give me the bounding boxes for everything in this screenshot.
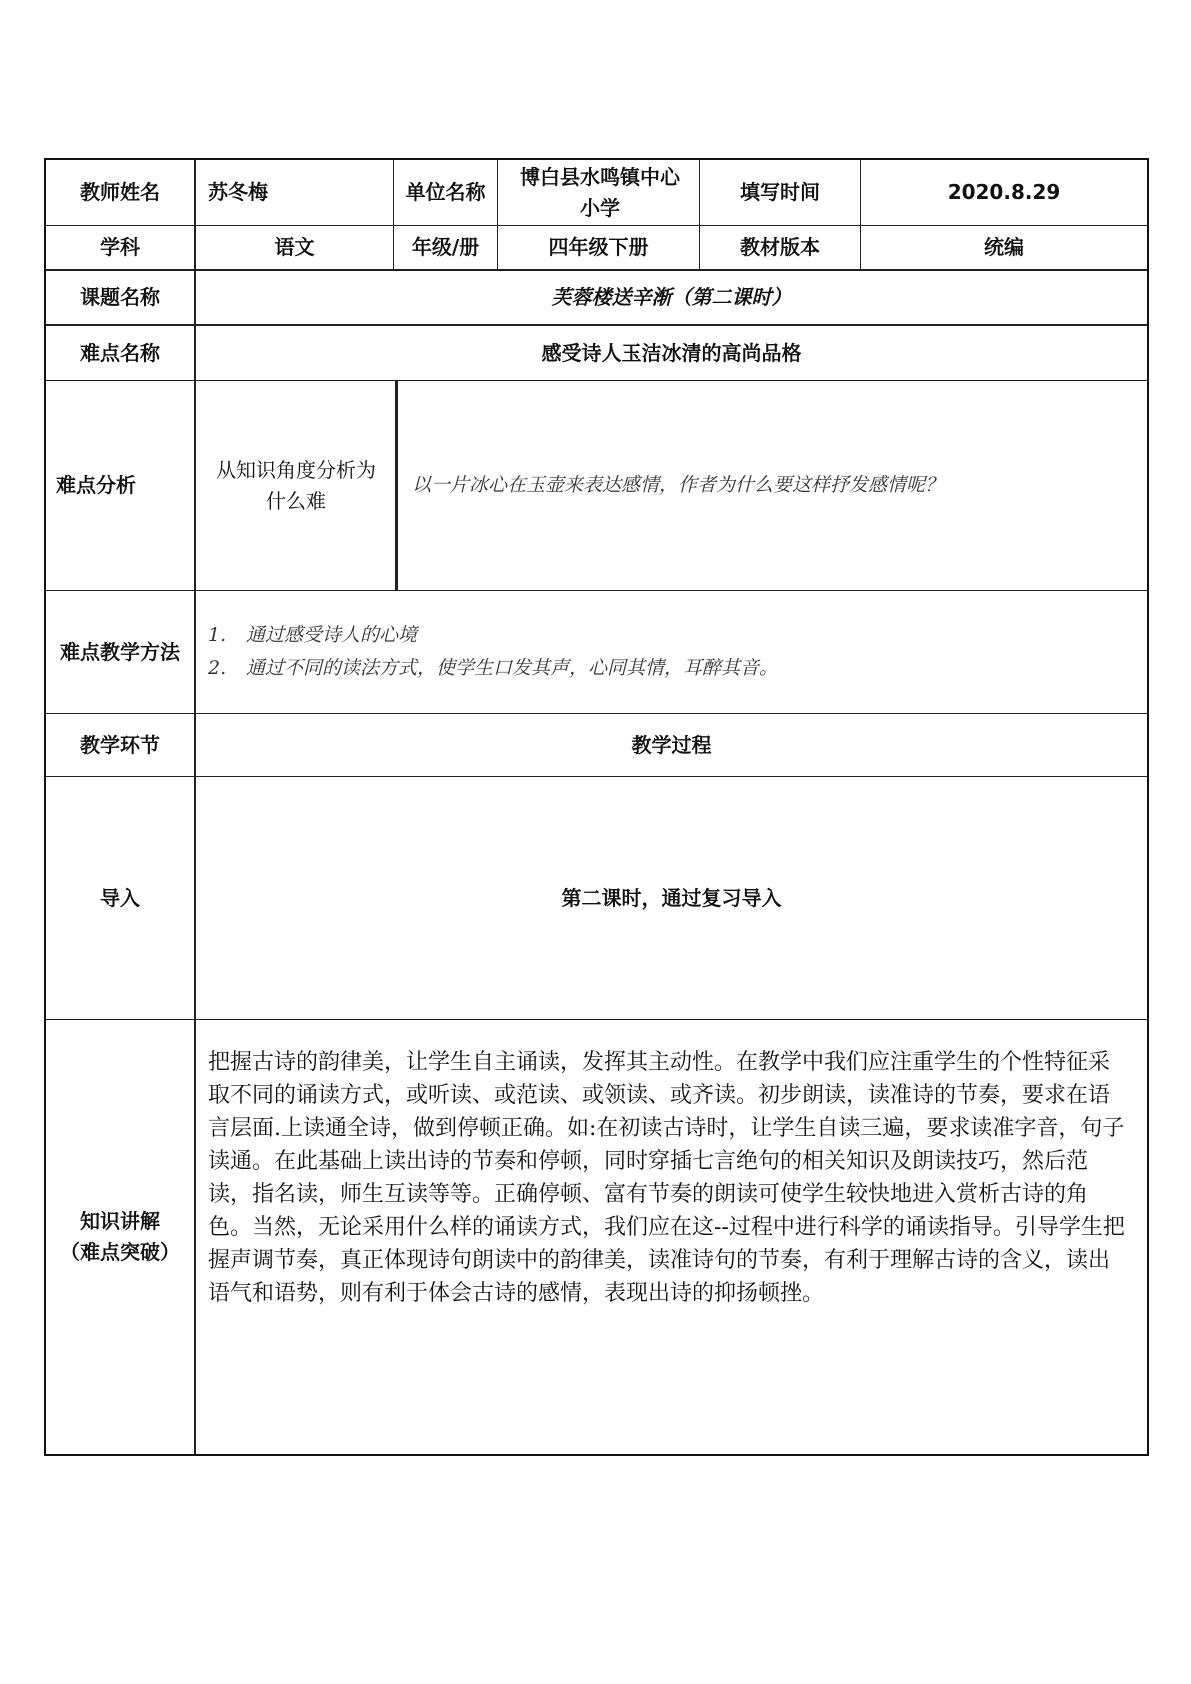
- lesson-title-value: 芙蓉楼送辛渐（第二课时）: [551, 285, 792, 309]
- fill-date-value: 2020.8.29: [947, 180, 1061, 204]
- analysis-sub-label: 从知识角度分析为什么难: [216, 457, 376, 513]
- unit-name-label: 单位名称: [405, 180, 486, 204]
- grade-value: 四年级下册: [548, 235, 649, 259]
- list-item: 2. 通过不同的读法方式，使学生口发其声，心同其情，耳醉其音。: [208, 657, 779, 679]
- intro-value: 第二课时，通过复习导入: [561, 885, 782, 910]
- difficulty-name-label: 难点名称: [80, 340, 160, 365]
- edition-label: 教材版本: [740, 235, 820, 259]
- list-item: 1. 通过感受诗人的心境: [208, 624, 418, 646]
- teacher-name-value: 苏冬梅: [208, 180, 268, 204]
- teacher-name-label: 教师姓名: [80, 180, 160, 204]
- difficulty-analysis-label: 难点分析: [56, 473, 136, 497]
- knowledge-label: 知识讲解 （难点突破）: [60, 1209, 180, 1264]
- teaching-method-list: [208, 591, 1138, 713]
- edition-value: 统编: [984, 235, 1024, 259]
- lesson-plan-table: [44, 158, 1149, 1456]
- teaching-method-label: 难点教学方法: [60, 639, 180, 664]
- teaching-stage-label: 教学环节: [80, 732, 160, 757]
- subject-label: 学科: [100, 235, 140, 259]
- teaching-process-label: 教学过程: [631, 732, 712, 757]
- knowledge-explanation-text: 把握古诗的韵律美，让学生自主诵读，发挥其主动性。在教学中我们应注重学生的个性特征采取不同的诵读方式，或听读、或范读、或领读、或齐读。初步朗读，读准诗的节奏，要求在语言层面.上读通全诗，做到停顿正确。如:在初读古诗时，让学生自读三遍，要求读准字音，句子读通。在此基础上读出诗的节奏和停顿，同时穿插七言绝句的相关知识及朗读技巧，然后范读，指名读，师生互读等等。正确停顿、富有节奏的朗读可使学生较快地进入赏析古诗的角色。当然，无论采用什么样的诵读方式，我们应在这--过程中进行科学的诵读指导。引导学生把握声调节奏，真正体现诗句朗读中的韵律美，读准诗句的节奏，有利于理解古诗的含义，读出语气和语势，则有利于体会古诗的感情，表现出诗的抑扬顿挫。: [208, 1050, 1125, 1306]
- grade-label: 年级/册: [411, 235, 480, 259]
- unit-name-value: 博白县水鸣镇中心小学: [520, 164, 680, 220]
- fill-date-label: 填写时间: [740, 180, 820, 204]
- lesson-title-label: 课题名称: [80, 285, 160, 309]
- difficulty-name-value: 感受诗人玉洁冰清的高尚品格: [541, 340, 802, 365]
- intro-label: 导入: [100, 885, 140, 910]
- subject-value: 语文: [274, 235, 315, 259]
- difficulty-analysis-value: 以一片冰心在玉壶来表达感情，作者为什么要这样抒发感情呢？: [412, 474, 945, 496]
